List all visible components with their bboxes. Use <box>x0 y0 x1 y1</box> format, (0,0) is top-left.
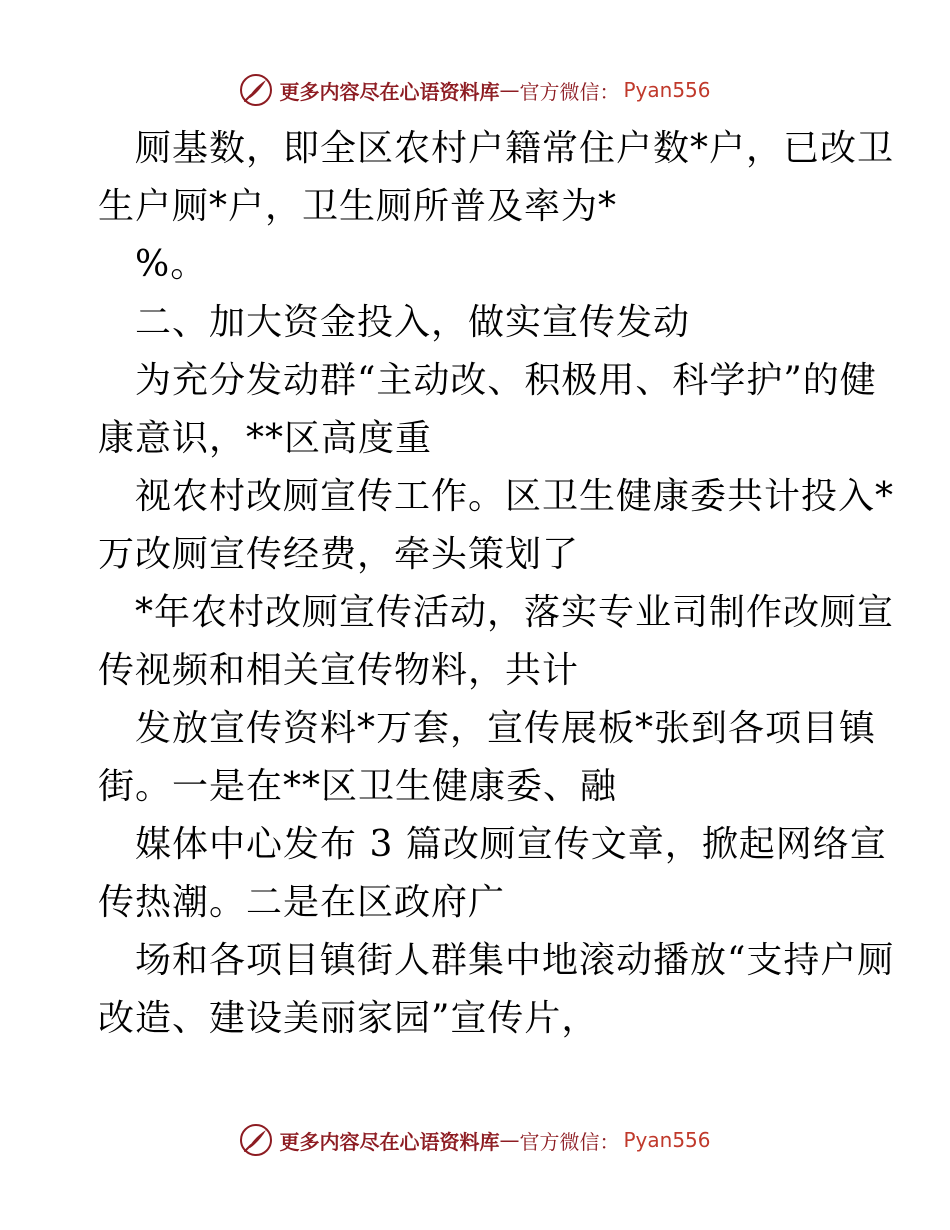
paragraph-line: 街。一是在**区卫生健康委、融 <box>98 766 618 807</box>
paragraph-line: 改造、建设美丽家园”宣传片， <box>98 998 599 1039</box>
watermark-wechat-id: Pyan556 <box>623 78 711 102</box>
paragraph-line: 传视频和相关宣传物料，共计 <box>98 650 580 691</box>
paragraph-line: 生户厕*户，卫生厕所普及率为* <box>98 186 618 227</box>
paragraph-line: 万改厕宣传经费，牵头策划了 <box>98 534 580 575</box>
paragraph-line: 康意识，**区高度重 <box>98 418 433 459</box>
paragraph-line: 发放宣传资料*万套，宣传展板*张到各项目镇 <box>135 708 877 749</box>
watermark-wechat-label: 官方微信： <box>519 1129 620 1154</box>
paragraph-line: %。 <box>135 244 208 285</box>
feather-pen-logo-icon <box>239 1123 273 1157</box>
paragraph-line: 传热潮。二是在区政府广 <box>98 882 506 923</box>
paragraph-line: 视农村改厕宣传工作。区卫生健康委共计投入* <box>135 476 895 517</box>
section-heading: 二、加大资金投入，做实宣传发动 <box>135 302 691 343</box>
header-watermark <box>0 70 950 110</box>
paragraph-line: 场和各项目镇街人群集中地滚动播放“支持户厕 <box>135 940 895 981</box>
watermark-wechat-label: 官方微信： <box>519 79 620 104</box>
footer-watermark <box>0 1120 950 1160</box>
paragraph-line: 媒体中心发布 3 篇改厕宣传文章，掀起网络宣 <box>135 824 887 865</box>
watermark-dash: — <box>499 1128 520 1152</box>
paragraph-line: 为充分发动群“主动改、积极用、科学护”的健 <box>135 360 877 401</box>
watermark-dash: — <box>499 78 520 102</box>
feather-pen-logo-icon <box>239 73 273 107</box>
watermark-brand: 更多内容尽在心语资料库 <box>279 1129 500 1154</box>
watermark-wechat-id: Pyan556 <box>623 1128 711 1152</box>
paragraph-line: 厕基数，即全区农村户籍常住户数*户，已改卫 <box>135 128 895 169</box>
paragraph-line: *年农村改厕宣传活动，落实专业司制作改厕宣 <box>135 592 895 633</box>
watermark-brand: 更多内容尽在心语资料库 <box>279 79 500 104</box>
